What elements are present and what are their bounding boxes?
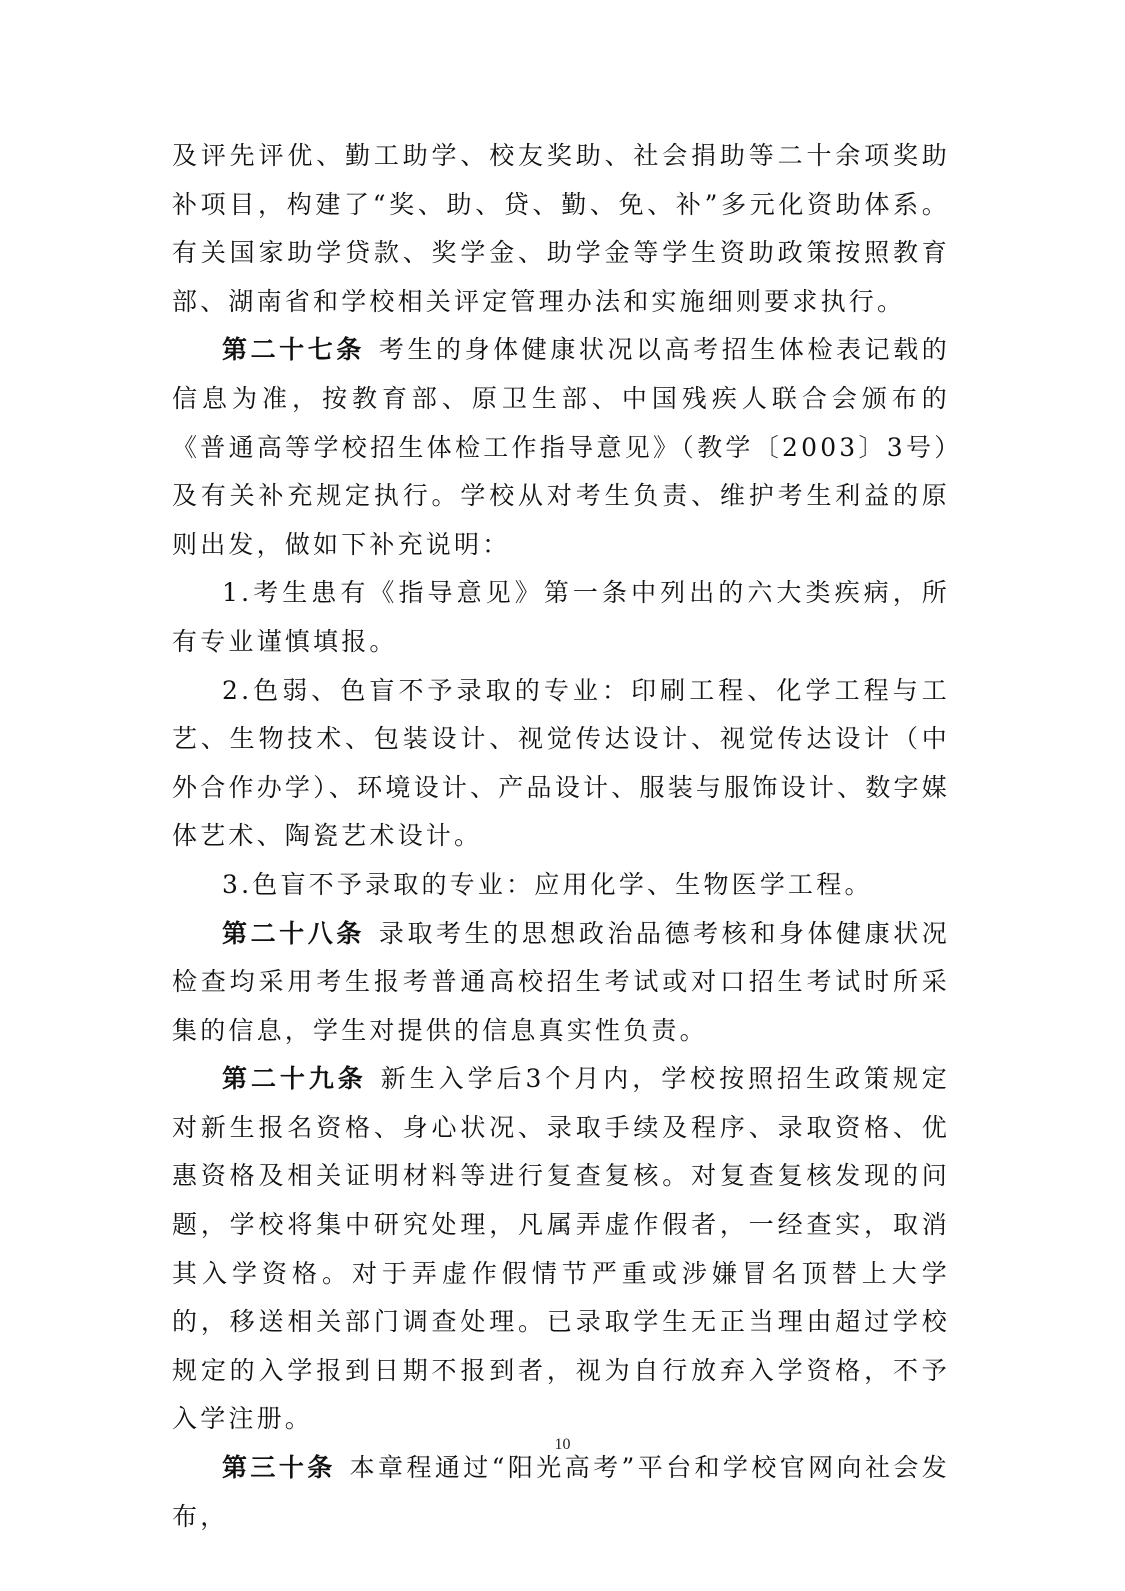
article-heading: 第二十七条 <box>222 335 365 365</box>
article-heading: 第二十八条 <box>222 918 365 948</box>
paragraph-text: 1.考生患有《指导意见》第一条中列出的六大类疾病，所有专业谨慎填报。 <box>172 578 950 656</box>
paragraph-text: 及评先评优、勤工助学、校友奖助、社会捐助等二十余项奖助补项目，构建了“奖、助、贷、勤、免、补”多元化资助体系。有关国家助学贷款、奖学金、助学金等学生资助政策按照教育部、湖南省和学校相关评定管理办法和实施细则要求执行。 <box>172 141 950 316</box>
paragraph-item-1 <box>172 569 950 666</box>
paragraph-text: 2.色弱、色盲不予录取的专业：印刷工程、化学工程与工艺、生物技术、包装设计、视觉传达设计、视觉传达设计（中外合作办学）、环境设计、产品设计、服装与服饰设计、数字媒体艺术、陶瓷艺术设计。 <box>172 675 950 851</box>
paragraph-continued-aid-system <box>172 132 950 326</box>
paragraph-text: 录取考生的思想政治品德考核和身体健康状况检查均采用考生报考普通高校招生考试或对口招生考试时所采集的信息，学生对提供的信息真实性负责。 <box>172 918 950 1045</box>
paragraph-article-28 <box>172 910 950 1056</box>
paragraph-text: 考生的身体健康状况以高考招生体检表记载的信息为准，按教育部、原卫生部、中国残疾人联合会颁布的《普通高等学校招生体检工作指导意见》（教学〔2003〕3号）及有关补充规定执行。学校从对考生负责、维护考生利益的原则出发，做如下补充说明： <box>172 335 950 559</box>
paragraph-text: 新生入学后3个月内，学校按照招生政策规定对新生报名资格、身心状况、录取手续及程序、录取资格、优惠资格及相关证明材料等进行复查复核。对复查复核发现的问题，学校将集中研究处理，凡属弄虚作假者，一经查实，取消其入学资格。对于弄虚作假情节严重或涉嫌冒名顶替上大学的，移送相关部门调查处理。已录取学生无正当理由超过学校规定的入学报到日期不报到者，视为自行放弃入学资格，不予入学注册。 <box>172 1064 950 1434</box>
paragraph-item-2 <box>172 667 950 861</box>
article-heading: 第三十条 <box>222 1453 336 1483</box>
paragraph-text: 3.色盲不予录取的专业：应用化学、生物医学工程。 <box>222 869 873 899</box>
paragraph-text: 本章程通过“阳光高考”平台和学校官网向社会发布， <box>172 1453 950 1531</box>
paragraph-article-30 <box>172 1444 950 1541</box>
paragraph-article-29 <box>172 1055 950 1444</box>
article-heading: 第二十九条 <box>222 1064 367 1094</box>
paragraph-article-27 <box>172 326 950 569</box>
paragraph-item-3 <box>172 861 950 910</box>
page-number: 10 <box>554 1436 571 1453</box>
document-page <box>172 132 950 1541</box>
